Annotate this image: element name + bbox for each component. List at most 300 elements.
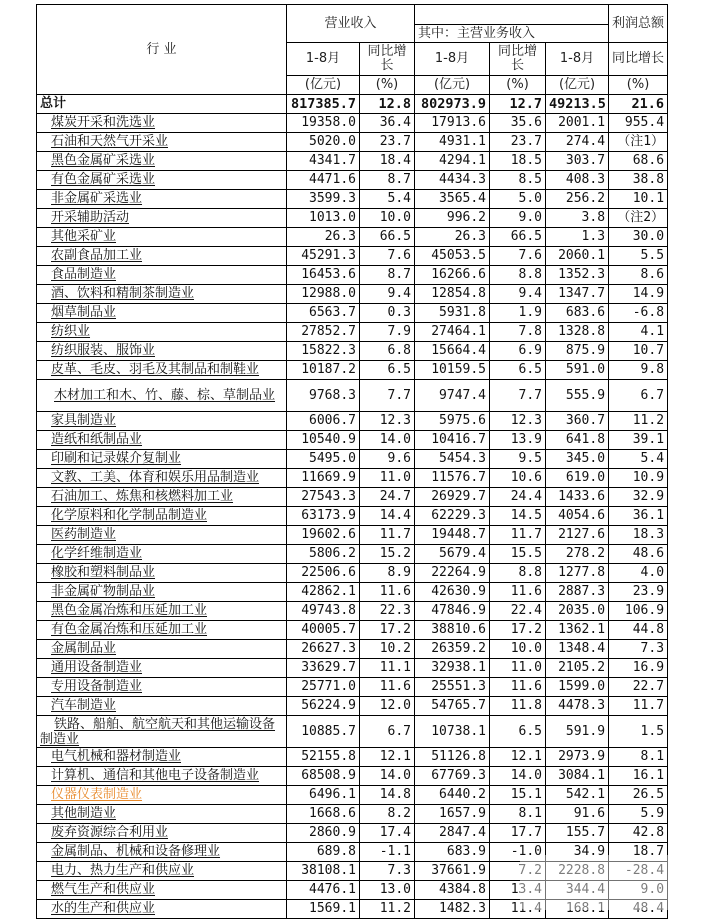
industry-cell[interactable] (37, 545, 287, 564)
industry-link[interactable]: 橡胶和塑料制品业 (51, 565, 156, 580)
industry-cell[interactable] (37, 526, 287, 545)
cell-rev-yoy: 12.3 (360, 412, 415, 431)
header-profit-period: 1-8月 (546, 43, 609, 76)
cell-rev: 5806.2 (287, 545, 360, 564)
cell-profit-yoy: 9.8 (609, 361, 668, 380)
industry-link[interactable]: 专用设备制造业 (51, 679, 143, 694)
industry-cell[interactable] (37, 431, 287, 450)
industry-cell[interactable] (37, 342, 287, 361)
cell-profit-yoy: 8.6 (609, 266, 668, 285)
cell-main-yoy: 9.4 (490, 285, 546, 304)
cell-rev: 5020.0 (287, 133, 360, 152)
industry-link[interactable]: 纺织服装、服饰业 (51, 343, 156, 358)
industry-cell[interactable] (37, 507, 287, 526)
industry-link[interactable]: 有色金属矿采选业 (51, 172, 156, 187)
cell-rev-yoy: 7.6 (360, 247, 415, 266)
industry-link[interactable]: 酒、饮料和精制茶制造业 (51, 286, 195, 301)
cell-main: 42630.9 (415, 583, 490, 602)
industry-cell[interactable] (37, 716, 287, 748)
cell-profit-yoy: 18.7 (609, 843, 668, 862)
cell-rev-yoy: 9.4 (360, 285, 415, 304)
industry-cell[interactable] (37, 824, 287, 843)
cell-main: 5975.6 (415, 412, 490, 431)
cell-rev: 4471.6 (287, 171, 360, 190)
industry-link[interactable]: 造纸和纸制品业 (51, 432, 143, 447)
industry-link[interactable]: 废弃资源综合利用业 (51, 825, 169, 840)
table-row (37, 767, 668, 786)
cell-profit: 1.3 (546, 228, 609, 247)
cell-main-yoy: 11.6 (490, 678, 546, 697)
cell-profit: 360.7 (546, 412, 609, 431)
cell-rev: 5495.0 (287, 450, 360, 469)
table-row (37, 678, 668, 697)
cell-main: 27464.1 (415, 323, 490, 342)
cell-profit: 2973.9 (546, 748, 609, 767)
industry-cell[interactable] (37, 247, 287, 266)
industry-link[interactable]: 开采辅助活动 (51, 210, 130, 225)
cell-rev: 19358.0 (287, 114, 360, 133)
cell-profit-yoy: （注1） (609, 133, 668, 152)
cell-profit: 1599.0 (546, 678, 609, 697)
cell-main-yoy: 14.5 (490, 507, 546, 526)
cell-rev: 40005.7 (287, 621, 360, 640)
cell-rev: 2860.9 (287, 824, 360, 843)
cell-rev-yoy: 8.2 (360, 805, 415, 824)
cell-rev: 63173.9 (287, 507, 360, 526)
cell-rev-yoy: 10.0 (360, 209, 415, 228)
cell-rev-yoy: 6.8 (360, 342, 415, 361)
cell-profit-yoy: 10.9 (609, 469, 668, 488)
cell-rev-yoy: 14.4 (360, 507, 415, 526)
cell-rev-yoy: 17.2 (360, 621, 415, 640)
cell-rev: 11669.9 (287, 469, 360, 488)
table-row (37, 545, 668, 564)
industry-cell[interactable] (37, 114, 287, 133)
cell-main-yoy: 17.2 (490, 621, 546, 640)
cell-main-yoy: 1.9 (490, 304, 546, 323)
industry-cell[interactable] (37, 602, 287, 621)
cell-main: 54765.7 (415, 697, 490, 716)
industry-cell[interactable] (37, 323, 287, 342)
cell-main: 10416.7 (415, 431, 490, 450)
cell-profit: 591.0 (546, 361, 609, 380)
industry-link[interactable]: 家具制造业 (51, 413, 117, 428)
unit-pct: (%) (360, 76, 415, 95)
cell-main: 10738.1 (415, 716, 490, 748)
cell-main: 15664.4 (415, 342, 490, 361)
cell-rev-yoy: 11.7 (360, 526, 415, 545)
cell-rev-yoy: -1.1 (360, 843, 415, 862)
cell-rev-yoy: 8.7 (360, 171, 415, 190)
table-row (37, 342, 668, 361)
cell-main: 4294.1 (415, 152, 490, 171)
cell-rev-yoy: 7.3 (360, 862, 415, 881)
cell-profit: 555.9 (546, 380, 609, 412)
industry-link[interactable]: 电力、热力生产和供应业 (51, 863, 195, 878)
industry-link[interactable]: 石油和天然气开采业 (51, 134, 169, 149)
industry-cell[interactable] (37, 285, 287, 304)
industry-cell[interactable] (37, 583, 287, 602)
cell-rev: 1013.0 (287, 209, 360, 228)
industry-cell[interactable] (37, 361, 287, 380)
cell-rev-yoy: 6.7 (360, 716, 415, 748)
cell-profit-yoy: 5.4 (609, 450, 668, 469)
cell-profit: 303.7 (546, 152, 609, 171)
cell-profit: 278.2 (546, 545, 609, 564)
cell-rev: 15822.3 (287, 342, 360, 361)
cell-main-yoy: 11.6 (490, 583, 546, 602)
industry-link[interactable]: 医药制造业 (51, 527, 117, 542)
industry-link[interactable]: 石油加工、炼焦和核燃料加工业 (51, 489, 234, 504)
industry-link[interactable]: 非金属矿物制品业 (51, 584, 156, 599)
cell-main-yoy: 13.4 (490, 881, 546, 900)
industry-link[interactable]: 化学纤维制造业 (51, 546, 143, 561)
industry-cell[interactable] (37, 171, 287, 190)
cell-profit-yoy: 16.1 (609, 767, 668, 786)
cell-main: 25551.3 (415, 678, 490, 697)
cell-rev-yoy: 36.4 (360, 114, 415, 133)
table-row (37, 621, 668, 640)
cell-profit-yoy: 36.1 (609, 507, 668, 526)
cell-rev: 689.8 (287, 843, 360, 862)
cell-main-yoy: 7.2 (490, 862, 546, 881)
cell-profit: 4054.6 (546, 507, 609, 526)
industry-link[interactable]: 铁路、船舶、航空航天和其他运输设备制造业 (40, 716, 276, 747)
cell-rev-yoy: 10.2 (360, 640, 415, 659)
industry-cell[interactable] (37, 304, 287, 323)
cell-rev-yoy: 11.6 (360, 678, 415, 697)
cell-main-yoy: 5.0 (490, 190, 546, 209)
cell-profit: 344.4 (546, 881, 609, 900)
unit-amount: (亿元) (415, 76, 490, 95)
industry-link[interactable]: 其他制造业 (51, 806, 117, 821)
cell-profit: 91.6 (546, 805, 609, 824)
industry-link[interactable]: 其他采矿业 (51, 229, 117, 244)
cell-rev: 27852.7 (287, 323, 360, 342)
cell-rev-yoy: 22.3 (360, 602, 415, 621)
industry-cell[interactable] (37, 190, 287, 209)
cell-profit: 168.1 (546, 900, 609, 919)
cell-main-yoy: 11.0 (490, 659, 546, 678)
cell-rev-yoy: 8.7 (360, 266, 415, 285)
cell-main: 19448.7 (415, 526, 490, 545)
table-row (37, 228, 668, 247)
industry-link[interactable]: 有色金属冶炼和压延加工业 (51, 622, 208, 637)
cell-main: 6440.2 (415, 786, 490, 805)
industry-cell[interactable] (37, 209, 287, 228)
cell-rev-yoy: 5.4 (360, 190, 415, 209)
industry-link[interactable]: 汽车制造业 (51, 698, 117, 713)
cell-main-yoy: 35.6 (490, 114, 546, 133)
cell-main: 5931.8 (415, 304, 490, 323)
unit-amount: (亿元) (546, 76, 609, 95)
industry-cell[interactable] (37, 133, 287, 152)
industry-link[interactable]: 文教、工美、体育和娱乐用品制造业 (51, 470, 260, 485)
industry-link[interactable]: 印刷和记录媒介复制业 (51, 451, 182, 466)
unit-pct: (%) (490, 76, 546, 95)
cell-rev: 19602.6 (287, 526, 360, 545)
industry-link[interactable]: 烟草制品业 (51, 305, 117, 320)
cell-main-yoy: 6.5 (490, 361, 546, 380)
cell-main-yoy: 15.5 (490, 545, 546, 564)
table-row (37, 602, 668, 621)
cell-main: 11576.7 (415, 469, 490, 488)
table-row (37, 469, 668, 488)
table-row (37, 361, 668, 380)
industry-link[interactable]: 金属制品、机械和设备修理业 (51, 844, 221, 859)
cell-main-yoy: 66.5 (490, 228, 546, 247)
table-row (37, 133, 668, 152)
total-profit-yoy: 21.6 (609, 95, 668, 114)
industry-cell[interactable] (37, 640, 287, 659)
industry-link[interactable]: 农副食品加工业 (51, 248, 143, 263)
industry-cell[interactable] (37, 900, 287, 919)
cell-profit-yoy: 5.9 (609, 805, 668, 824)
cell-rev-yoy: 11.2 (360, 900, 415, 919)
industry-cell[interactable] (37, 488, 287, 507)
cell-profit-yoy: 106.9 (609, 602, 668, 621)
industry-cell[interactable] (37, 469, 287, 488)
cell-profit-yoy: 26.5 (609, 786, 668, 805)
industry-link[interactable]: 计算机、通信和其他电子设备制造业 (51, 768, 260, 783)
cell-main-yoy: -1.0 (490, 843, 546, 862)
cell-rev: 27543.3 (287, 488, 360, 507)
cell-main-yoy: 12.1 (490, 748, 546, 767)
table-row (37, 247, 668, 266)
cell-profit: 591.9 (546, 716, 609, 748)
cell-main: 37661.9 (415, 862, 490, 881)
cell-rev-yoy: 11.0 (360, 469, 415, 488)
industry-cell[interactable] (37, 881, 287, 900)
cell-profit-yoy: 5.5 (609, 247, 668, 266)
cell-profit: 619.0 (546, 469, 609, 488)
cell-profit-yoy: -6.8 (609, 304, 668, 323)
industry-link[interactable]: 黑色金属矿采选业 (51, 153, 156, 168)
industry-cell[interactable] (37, 152, 287, 171)
cell-main-yoy: 11.4 (490, 900, 546, 919)
industry-link[interactable]: 仪器仪表制造业 (51, 787, 143, 802)
industry-link[interactable]: 化学原料和化学制品制造业 (51, 508, 208, 523)
cell-rev: 38108.1 (287, 862, 360, 881)
total-revenue-yoy: 12.8 (360, 95, 415, 114)
industry-cell[interactable] (37, 380, 287, 412)
cell-rev-yoy: 17.4 (360, 824, 415, 843)
industry-cell[interactable] (37, 805, 287, 824)
cell-rev-yoy: 9.6 (360, 450, 415, 469)
cell-rev-yoy: 14.0 (360, 767, 415, 786)
cell-profit-yoy: 9.0 (609, 881, 668, 900)
cell-rev: 10885.7 (287, 716, 360, 748)
cell-rev: 10540.9 (287, 431, 360, 450)
unit-amount: (亿元) (287, 76, 360, 95)
table-row (37, 266, 668, 285)
industry-cell[interactable] (37, 786, 287, 805)
table-row (37, 583, 668, 602)
cell-profit-yoy: （注2） (609, 209, 668, 228)
table-row (37, 640, 668, 659)
cell-rev: 1569.1 (287, 900, 360, 919)
cell-profit-yoy: 48.6 (609, 545, 668, 564)
industry-link[interactable]: 皮革、毛皮、羽毛及其制品和制鞋业 (51, 362, 260, 377)
table-row (37, 862, 668, 881)
cell-main-yoy: 10.6 (490, 469, 546, 488)
header-rev-period: 1-8月 (287, 43, 360, 76)
industry-link[interactable]: 燃气生产和供应业 (51, 882, 156, 897)
industry-cell[interactable] (37, 862, 287, 881)
cell-rev-yoy: 12.1 (360, 748, 415, 767)
industry-cell[interactable] (37, 228, 287, 247)
cell-main-yoy: 7.8 (490, 323, 546, 342)
cell-main: 10159.5 (415, 361, 490, 380)
cell-main: 5454.3 (415, 450, 490, 469)
cell-profit-yoy: 10.1 (609, 190, 668, 209)
total-row (37, 95, 668, 114)
cell-profit-yoy: 6.7 (609, 380, 668, 412)
cell-profit: 2887.3 (546, 583, 609, 602)
cell-profit: 683.6 (546, 304, 609, 323)
cell-profit-yoy: 4.0 (609, 564, 668, 583)
industry-cell[interactable] (37, 621, 287, 640)
cell-main-yoy: 8.1 (490, 805, 546, 824)
cell-rev: 26627.3 (287, 640, 360, 659)
cell-main: 51126.8 (415, 748, 490, 767)
header-main-period: 1-8月 (415, 43, 490, 76)
cell-main-yoy: 14.0 (490, 767, 546, 786)
industry-cell[interactable] (37, 659, 287, 678)
cell-rev: 3599.3 (287, 190, 360, 209)
cell-profit: 2035.0 (546, 602, 609, 621)
industry-link[interactable]: 电气机械和器材制造业 (51, 749, 182, 764)
industry-link[interactable]: 非金属矿采选业 (51, 191, 143, 206)
table-row (37, 412, 668, 431)
table-row (37, 805, 668, 824)
industry-cell[interactable] (37, 266, 287, 285)
industry-link[interactable]: 金属制品业 (51, 641, 117, 656)
cell-profit: 1433.6 (546, 488, 609, 507)
cell-profit: 1347.7 (546, 285, 609, 304)
table-row (37, 431, 668, 450)
industry-link[interactable]: 水的生产和供应业 (51, 901, 156, 916)
cell-main-yoy: 11.7 (490, 526, 546, 545)
cell-rev: 6563.7 (287, 304, 360, 323)
cell-main-yoy: 10.0 (490, 640, 546, 659)
cell-profit: 1352.3 (546, 266, 609, 285)
total-label: 总计 (37, 95, 287, 114)
table-row (37, 748, 668, 767)
cell-main: 1482.3 (415, 900, 490, 919)
industry-link[interactable]: 煤炭开采和洗选业 (51, 115, 156, 130)
cell-rev-yoy: 7.7 (360, 380, 415, 412)
cell-profit: 1277.8 (546, 564, 609, 583)
cell-main: 32938.1 (415, 659, 490, 678)
industry-cell[interactable] (37, 678, 287, 697)
cell-main: 17913.6 (415, 114, 490, 133)
industry-cell[interactable] (37, 767, 287, 786)
cell-rev: 25771.0 (287, 678, 360, 697)
header-industry: 行 业 (37, 5, 287, 95)
cell-rev-yoy: 12.0 (360, 697, 415, 716)
industry-cell[interactable] (37, 843, 287, 862)
cell-main-yoy: 24.4 (490, 488, 546, 507)
cell-profit: 408.3 (546, 171, 609, 190)
industry-cell[interactable] (37, 697, 287, 716)
industry-link[interactable]: 食品制造业 (51, 267, 117, 282)
cell-main-yoy: 15.1 (490, 786, 546, 805)
cell-main: 12854.8 (415, 285, 490, 304)
total-main-revenue-yoy: 12.7 (490, 95, 546, 114)
cell-profit: 2001.1 (546, 114, 609, 133)
cell-main-yoy: 8.8 (490, 564, 546, 583)
cell-rev: 9768.3 (287, 380, 360, 412)
cell-profit-yoy: 10.7 (609, 342, 668, 361)
cell-main: 2847.4 (415, 824, 490, 843)
cell-main: 5679.4 (415, 545, 490, 564)
cell-main-yoy: 6.9 (490, 342, 546, 361)
cell-main: 3565.4 (415, 190, 490, 209)
cell-main-yoy: 23.7 (490, 133, 546, 152)
cell-profit: 2060.1 (546, 247, 609, 266)
industry-link[interactable]: 通用设备制造业 (51, 660, 143, 675)
industry-link[interactable]: 木材加工和木、竹、藤、棕、草制品业 (54, 388, 276, 403)
cell-profit: 155.7 (546, 824, 609, 843)
industry-link[interactable]: 黑色金属冶炼和压延加工业 (51, 603, 208, 618)
cell-rev-yoy: 7.9 (360, 323, 415, 342)
cell-main-yoy: 9.5 (490, 450, 546, 469)
cell-rev-yoy: 0.3 (360, 304, 415, 323)
cell-main: 22264.9 (415, 564, 490, 583)
cell-main: 67769.3 (415, 767, 490, 786)
table-row (37, 152, 668, 171)
industry-cell[interactable] (37, 412, 287, 431)
unit-pct: (%) (609, 76, 668, 95)
cell-main: 26.3 (415, 228, 490, 247)
industry-cell[interactable] (37, 450, 287, 469)
cell-profit: 4478.3 (546, 697, 609, 716)
table-row (37, 659, 668, 678)
cell-profit: 542.1 (546, 786, 609, 805)
cell-rev: 26.3 (287, 228, 360, 247)
cell-rev: 6496.1 (287, 786, 360, 805)
cell-main: 62229.3 (415, 507, 490, 526)
cell-main-yoy: 8.8 (490, 266, 546, 285)
cell-rev: 49743.8 (287, 602, 360, 621)
cell-rev: 10187.2 (287, 361, 360, 380)
cell-main: 38810.6 (415, 621, 490, 640)
cell-main-yoy: 7.6 (490, 247, 546, 266)
cell-profit-yoy: 11.2 (609, 412, 668, 431)
cell-main: 16266.6 (415, 266, 490, 285)
cell-profit: 2105.2 (546, 659, 609, 678)
industry-cell[interactable] (37, 748, 287, 767)
table-row (37, 285, 668, 304)
header-main-yoy: 同比增长 (490, 43, 546, 76)
table-row (37, 209, 668, 228)
cell-profit-yoy: 8.1 (609, 748, 668, 767)
cell-profit: 34.9 (546, 843, 609, 862)
cell-main: 45053.5 (415, 247, 490, 266)
industry-cell[interactable] (37, 564, 287, 583)
cell-rev: 42862.1 (287, 583, 360, 602)
cell-rev: 4476.1 (287, 881, 360, 900)
table-row (37, 114, 668, 133)
cell-profit-yoy: 7.3 (609, 640, 668, 659)
cell-main-yoy: 11.8 (490, 697, 546, 716)
cell-rev-yoy: 8.9 (360, 564, 415, 583)
table-row (37, 786, 668, 805)
cell-profit: 274.4 (546, 133, 609, 152)
industry-link[interactable]: 纺织业 (51, 324, 91, 339)
table-row (37, 488, 668, 507)
